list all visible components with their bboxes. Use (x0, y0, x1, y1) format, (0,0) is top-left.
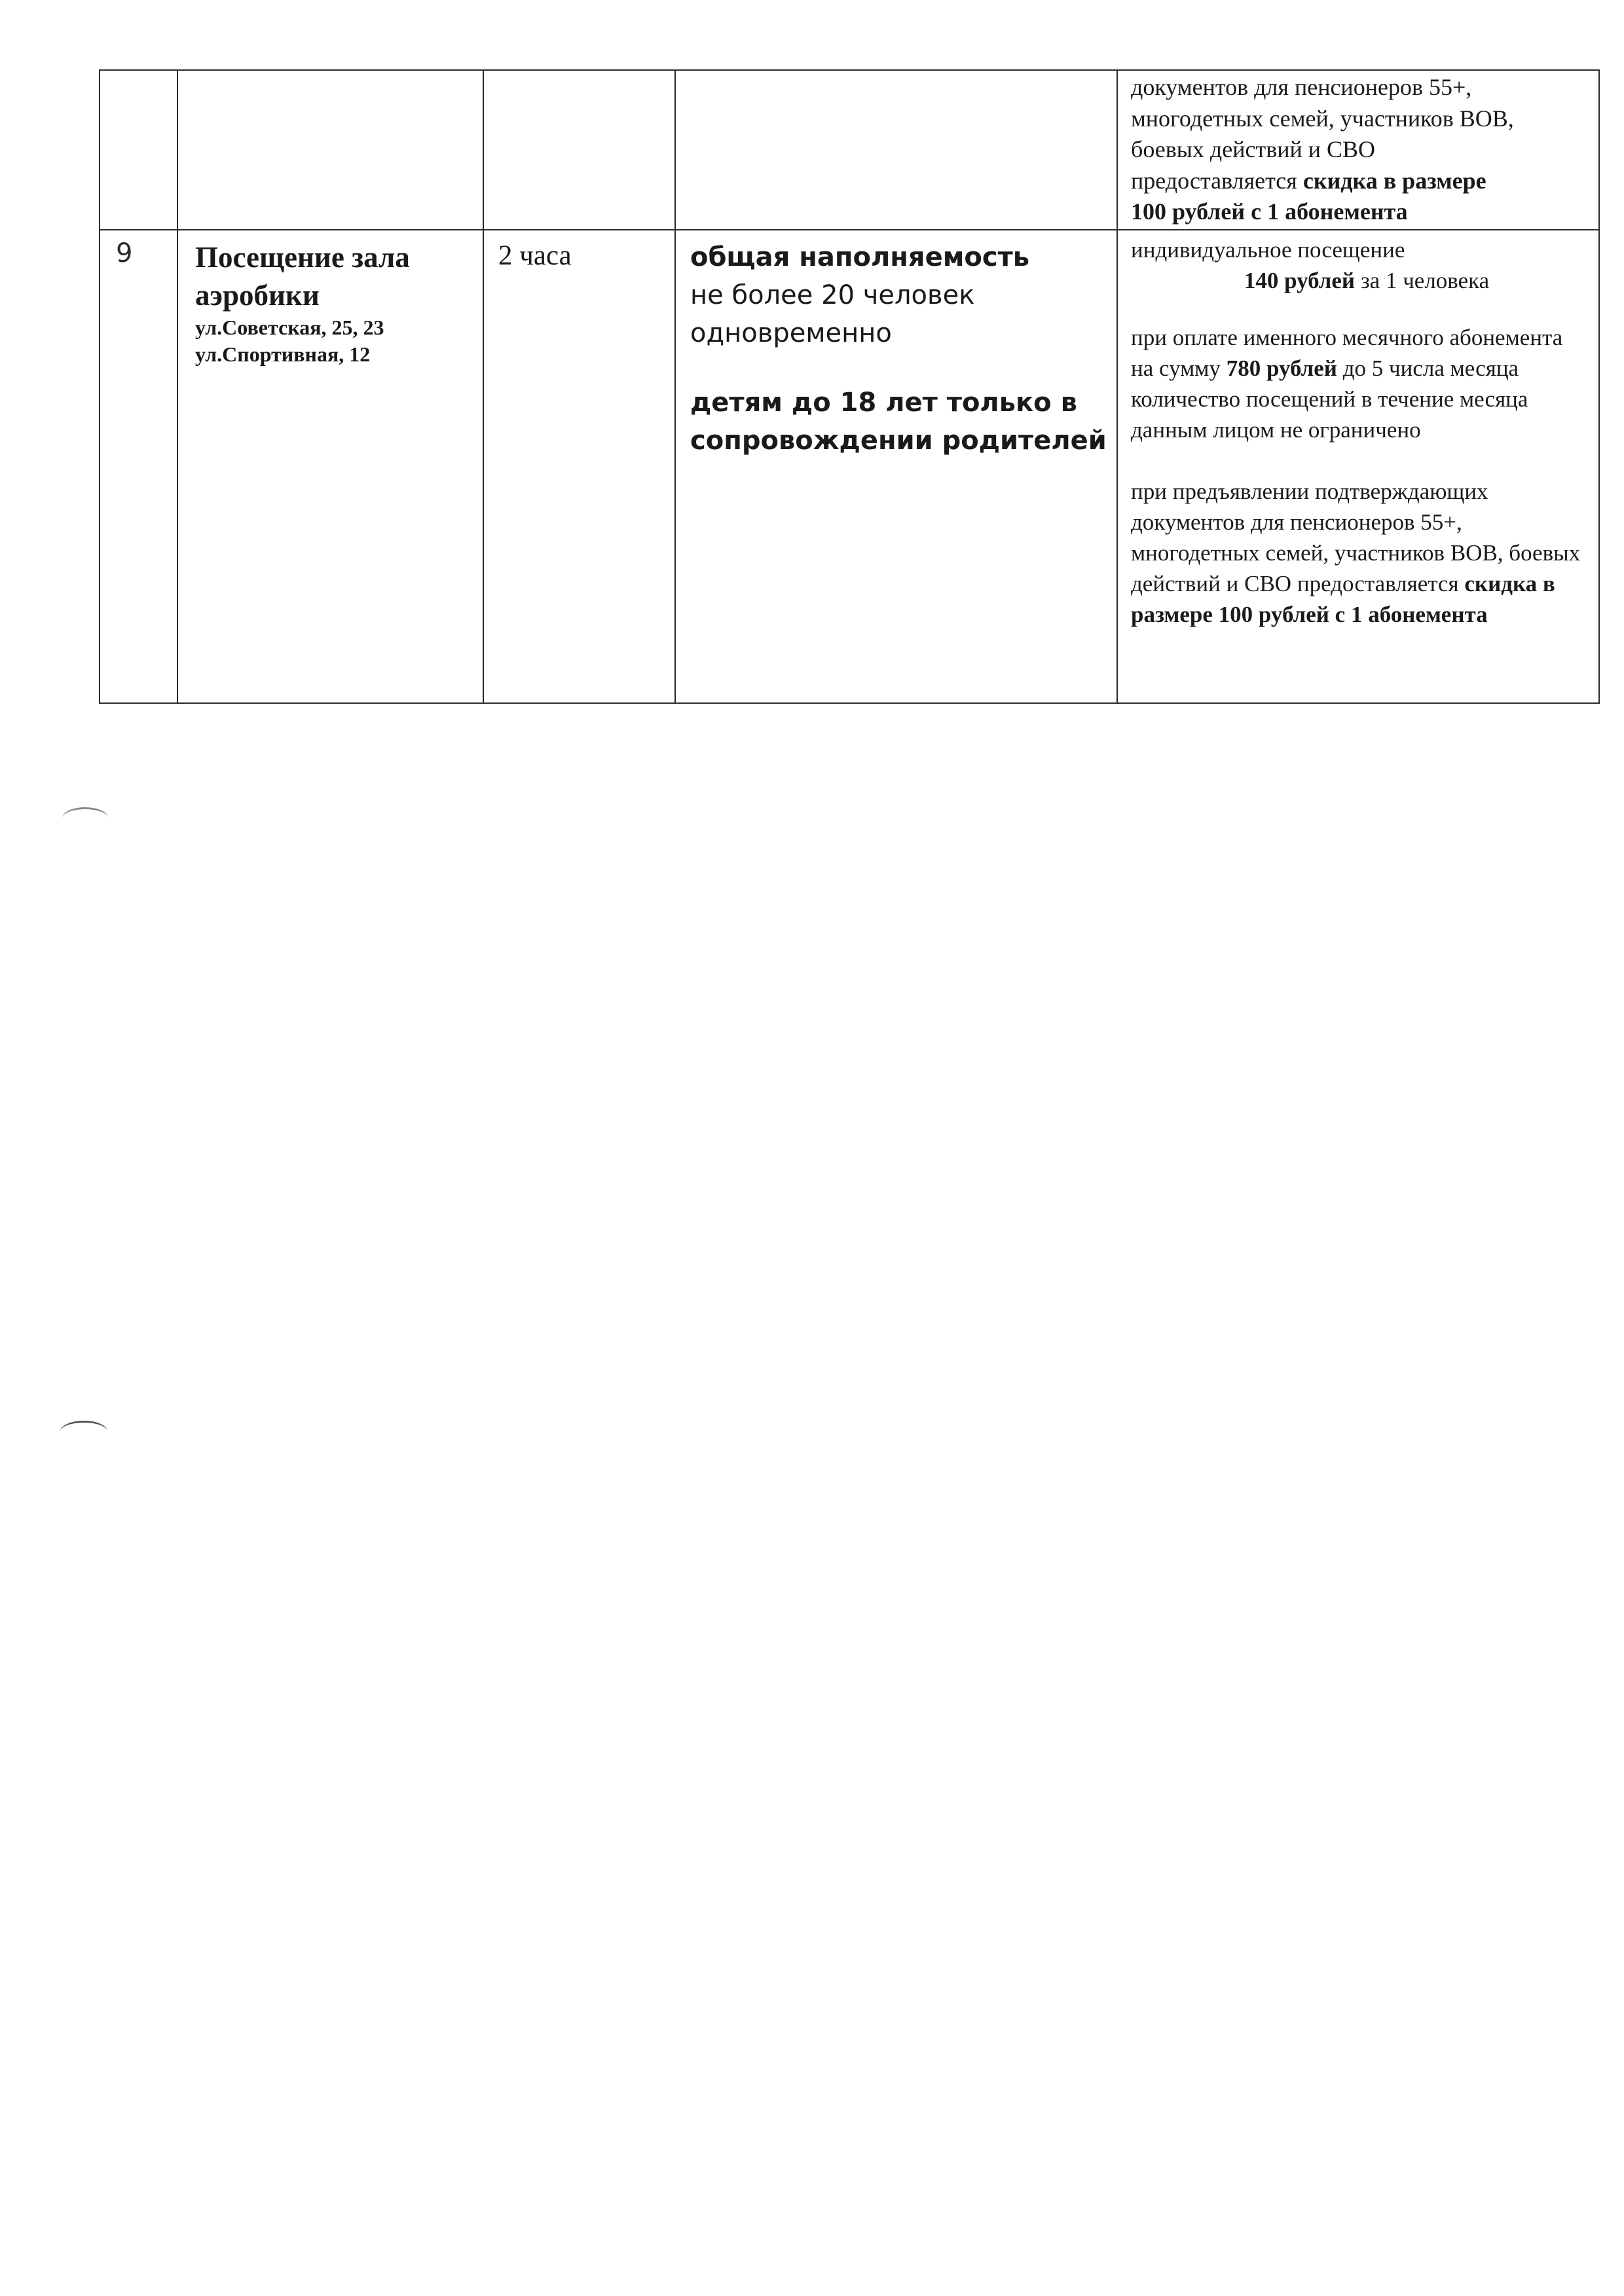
capacity-text: не более 20 человек одновременно (690, 280, 975, 348)
price-continued-line-text: предоставляется (1131, 167, 1303, 194)
price-continued-line: документов для пенсионеров 55+, (1131, 74, 1472, 100)
cell-duration-empty (483, 70, 675, 230)
scan-artifact-mark (62, 807, 108, 829)
scan-artifact-mark (60, 1421, 107, 1442)
price-single-value (1118, 265, 1598, 296)
price-continued-line (1131, 196, 1589, 228)
price-continued-line-bold: 100 рублей с 1 абонемента (1131, 198, 1408, 225)
price-single-label: индивидуальное посещение (1131, 237, 1405, 263)
service-address-2: ул.Спортивная, 12 (195, 342, 371, 366)
service-duration: 2 часа (498, 240, 572, 271)
service-title: Посещение зала аэробики (195, 241, 410, 312)
price-continued-line-bold: скидка в размере (1302, 167, 1486, 194)
capacity-note: детям до 18 лет только в сопровождении родителей (690, 388, 1107, 456)
price-continued-line: многодетных семей, участников ВОВ, (1131, 105, 1514, 132)
price-monthly-pre: при оплате именного месячного абонемента на сумму (1131, 325, 1563, 381)
service-address-1: ул.Советская, 25, 23 (195, 316, 384, 339)
cell-service (177, 230, 483, 703)
price-continued-line (1131, 166, 1589, 197)
capacity-heading: общая наполняемость (690, 242, 1030, 272)
price-single-amount: 140 рублей (1244, 268, 1356, 293)
price-monthly-amount: 780 рублей (1226, 355, 1337, 381)
table-row-9 (100, 230, 1599, 703)
row-number: 9 (116, 238, 133, 268)
cell-price-continued (1117, 70, 1599, 230)
price-discount-bold: скидка в размере 100 рублей с 1 абонемента (1131, 571, 1555, 627)
cell-price (1117, 230, 1599, 703)
price-monthly-post: до 5 числа месяца количество посещений в течение месяца данным лицом не ограничено (1131, 355, 1528, 443)
price-continued-text (1118, 71, 1598, 228)
table-row-continued (100, 70, 1599, 230)
cell-capacity-empty (675, 70, 1117, 230)
price-single-unit: за 1 человека (1355, 268, 1490, 293)
price-discount-pre: при предъявлении подтверждающих документов для пенсионеров 55+, многодетных семей, участников ВОВ, боевых действий и СВО предоставляется (1131, 479, 1581, 596)
services-price-table (99, 69, 1600, 704)
price-discount-text (1118, 476, 1598, 630)
cell-service-empty (177, 70, 483, 230)
price-monthly-text (1118, 322, 1598, 445)
cell-duration (483, 230, 675, 703)
cell-number-empty (100, 70, 177, 230)
cell-number (100, 230, 177, 703)
cell-capacity (675, 230, 1117, 703)
price-continued-line: боевых действий и СВО (1131, 136, 1376, 163)
